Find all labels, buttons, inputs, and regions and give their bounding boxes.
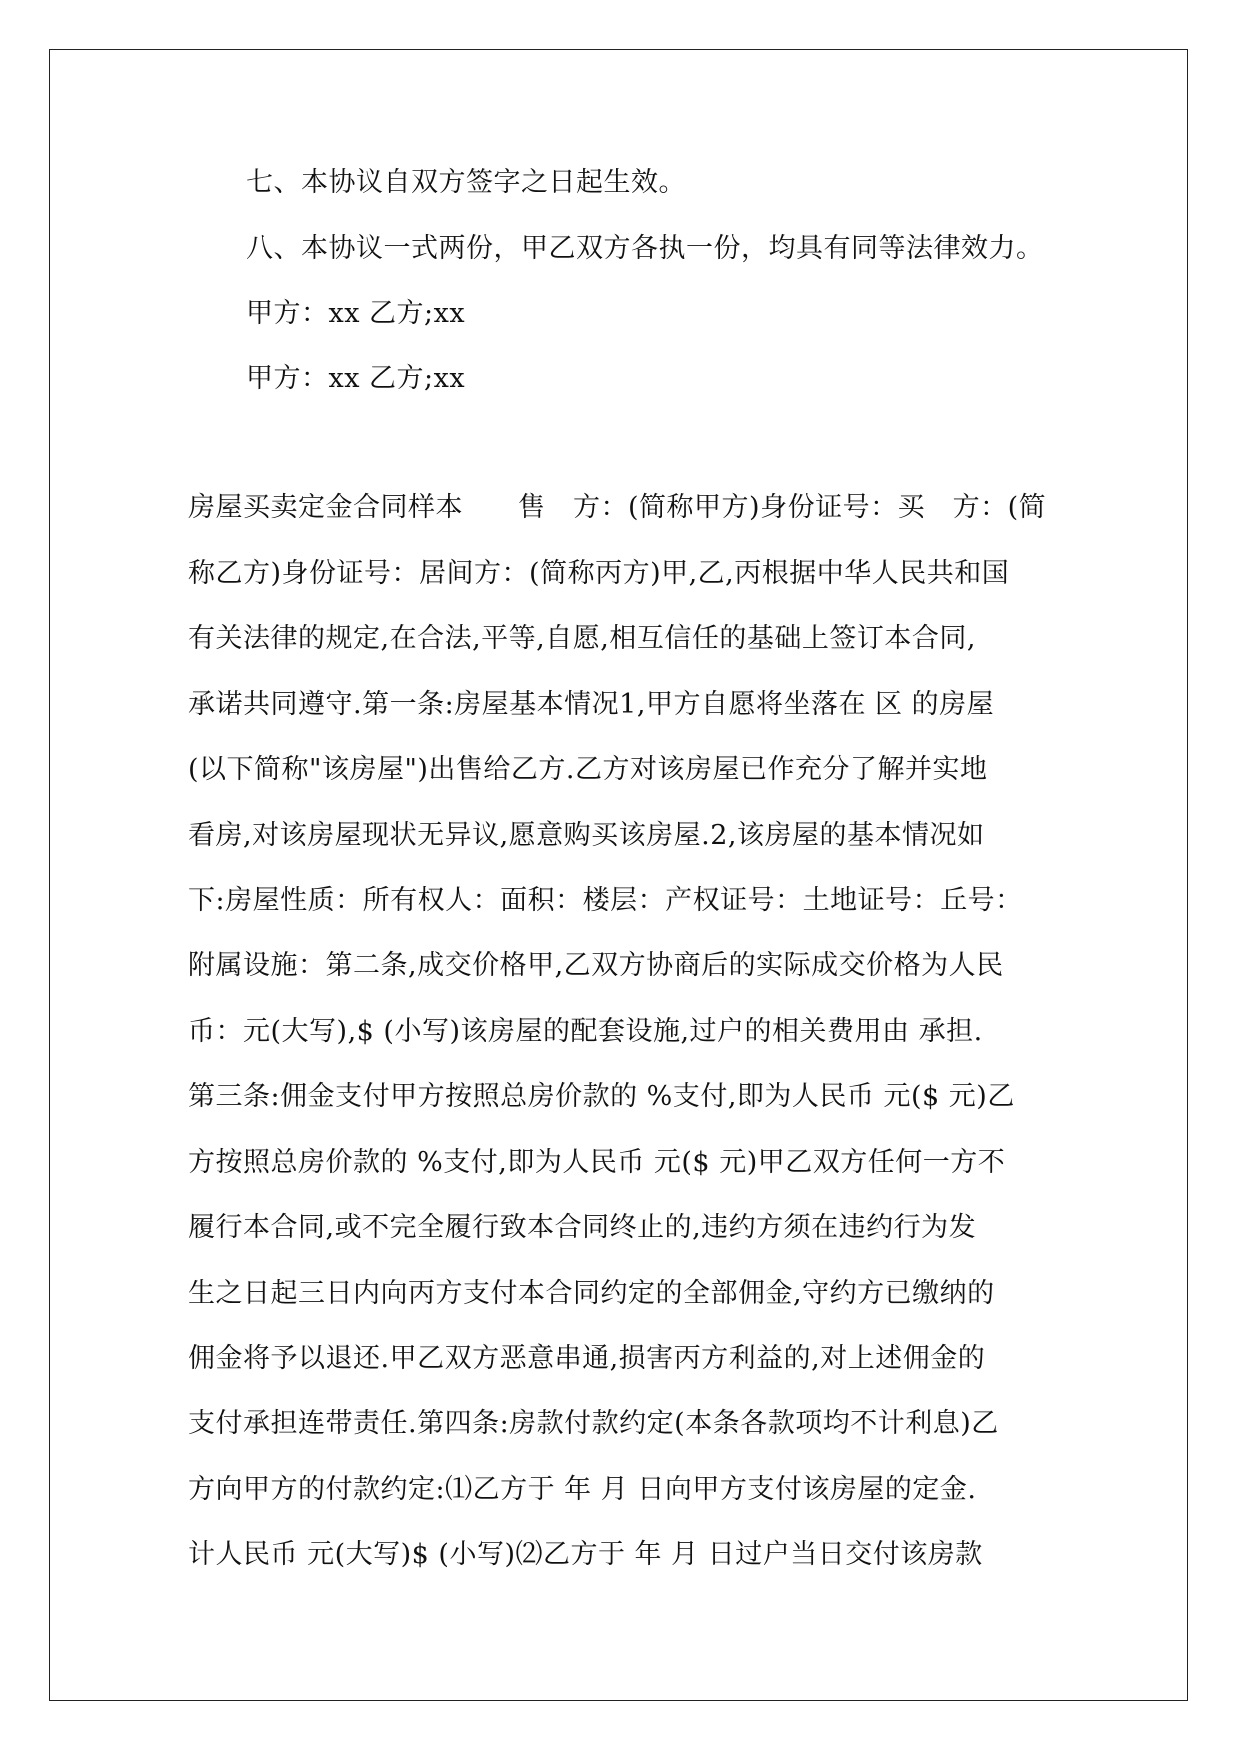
contract-line: 佣金将予以退还.甲乙双方恶意串通,损害丙方利益的,对上述佣金的: [188, 1343, 986, 1374]
contract-line: 称乙方)身份证号：居间方：(简称丙方)甲,乙,丙根据中华人民共和国: [188, 558, 1010, 589]
contract-line: 有关法律的规定,在合法,平等,自愿,相互信任的基础上签订本合同,: [188, 623, 976, 654]
contract-line: 方向甲方的付款约定:⑴乙方于 年 月 日向甲方支付该房屋的定金.: [188, 1474, 977, 1505]
contract-line: 看房,对该房屋现状无异议,愿意购买该房屋.2,该房屋的基本情况如: [188, 820, 985, 851]
clause-7-text: 七、本协议自双方签字之日起生效。: [246, 167, 686, 198]
clause-8-text: 八、本协议一式两份，甲乙双方各执一份，均具有同等法律效力。: [246, 233, 1044, 264]
contract-line: 承诺共同遵守.第一条:房屋基本情况1,甲方自愿将坐落在 区 的房屋: [188, 689, 995, 720]
contract-line: 计人民币 元(大写)$ (小写)⑵乙方于 年 月 日过户当日交付该房款: [188, 1539, 983, 1570]
contract-line: 支付承担连带责任.第四条:房款付款约定(本条各款项均不计利息)乙: [188, 1408, 999, 1439]
contract-line: 第三条:佣金支付甲方按照总房价款的 %支付,即为人民币 元($ 元)乙: [188, 1081, 1015, 1112]
contract-line: 下:房屋性质：所有权人：面积：楼层：产权证号：土地证号：丘号：: [188, 885, 1023, 916]
contract-line: (以下简称"该房屋")出售给乙方.乙方对该房屋已作充分了解并实地: [188, 754, 988, 785]
page-border: [49, 49, 1188, 1701]
signature-line-1: 甲方：xx 乙方;xx: [246, 298, 466, 329]
contract-line: 币：元(大写),$ (小写)该房屋的配套设施,过户的相关费用由 承担.: [188, 1016, 983, 1047]
contract-line: 房屋买卖定金合同样本 售 方：(简称甲方)身份证号：买 方：(简: [188, 492, 1047, 523]
signature-line-2: 甲方：xx 乙方;xx: [246, 363, 466, 394]
contract-line: 履行本合同,或不完全履行致本合同终止的,违约方须在违约行为发: [188, 1212, 977, 1243]
contract-line: 方按照总房价款的 %支付,即为人民币 元($ 元)甲乙双方任何一方不: [188, 1147, 1006, 1178]
contract-line: 生之日起三日内向丙方支付本合同约定的全部佣金,守约方已缴纳的: [188, 1278, 995, 1309]
contract-line: 附属设施：第二条,成交价格甲,乙双方协商后的实际成交价格为人民: [188, 950, 1004, 981]
